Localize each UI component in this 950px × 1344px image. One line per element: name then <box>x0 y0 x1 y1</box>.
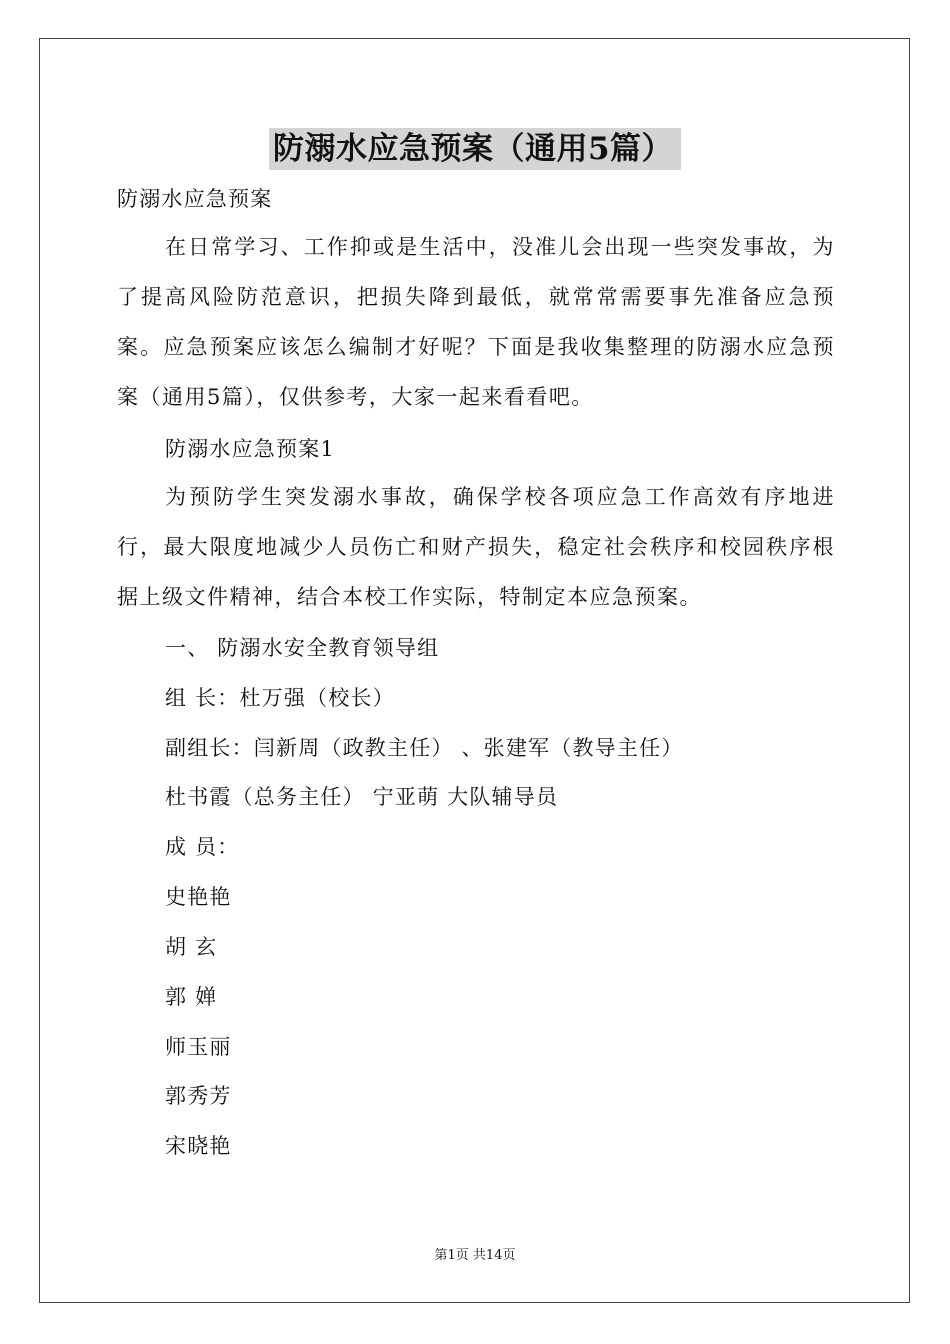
purpose-paragraph: 为预防学生突发溺水事故，确保学校各项应急工作高效有序地进行，最大限度地减少人员伤亡和财产损失，稳定社会秩序和校园秩序根据上级文件精神，结合本校工作实际，特制定本应急预案。 <box>117 485 835 609</box>
intro-paragraph: 在日常学习、工作抑或是生活中，没准儿会出现一些突发事故，为了提高风险防范意识，把损失降到最低，就常常需要事先准备应急预案。应急预案应该怎么编制才好呢？下面是我收集整理的防溺水应急预案（通用5篇），仅供参考，大家一起来看看吧。 <box>117 235 835 409</box>
document-title: 防溺水应急预案（通用5篇） <box>269 128 681 170</box>
deputy-leader-continued: 杜书霞（总务主任） 宁亚萌 大队辅导员 <box>165 785 559 809</box>
member-item: 胡 玄 <box>165 935 218 959</box>
group-heading: 一、 防溺水安全教育领导组 <box>165 636 440 660</box>
document-subtitle: 防溺水应急预案 <box>117 187 273 211</box>
member-item: 师玉丽 <box>165 1035 232 1059</box>
member-item: 宋晓艳 <box>165 1134 232 1158</box>
group-leader: 组 长：杜万强（校长） <box>165 686 395 710</box>
member-item: 郭 婵 <box>165 985 218 1009</box>
page-footer: 第1页 共14页 <box>434 1248 516 1263</box>
section-heading: 防溺水应急预案1 <box>165 437 335 461</box>
title-container <box>0 128 950 170</box>
member-item: 郭秀芳 <box>165 1084 232 1108</box>
members-label: 成 员： <box>165 835 240 859</box>
deputy-leader: 副组长：闫新周（政教主任） 、张建军（教导主任） <box>165 736 684 760</box>
member-item: 史艳艳 <box>165 885 232 909</box>
